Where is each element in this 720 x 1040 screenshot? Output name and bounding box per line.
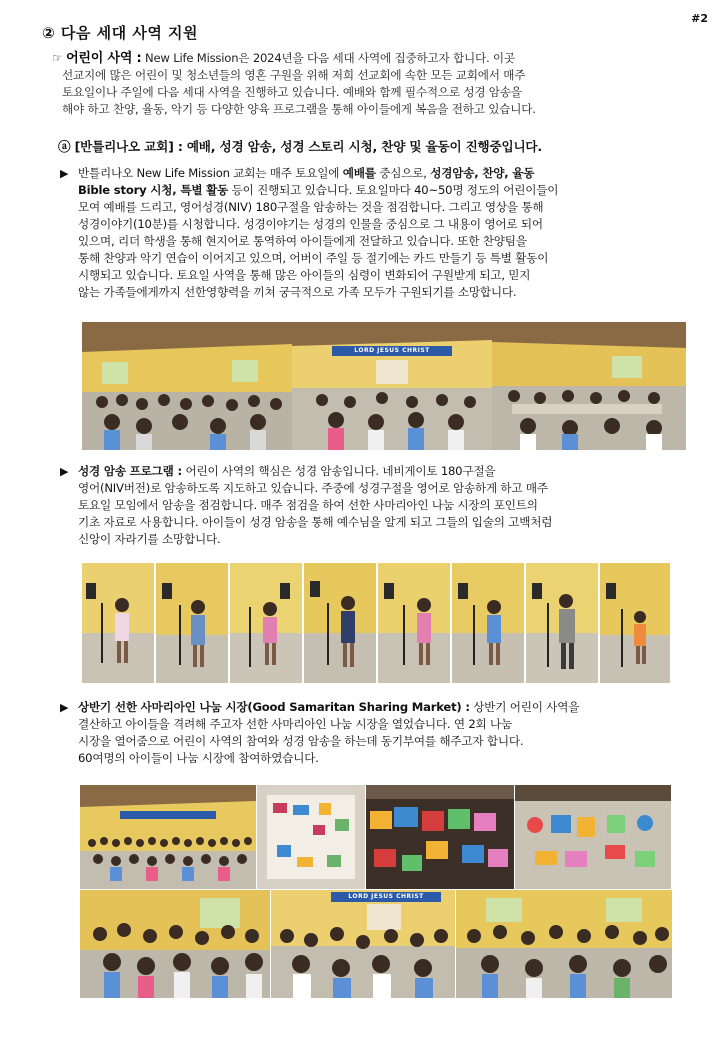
church-banner-text: LORD JESUS CHRIST bbox=[354, 347, 430, 354]
market-snacks-photo bbox=[366, 785, 514, 889]
subsection-title: ⓐ [반틀리나오 교회] : 예배, 성경 암송, 성경 스토리 시청, 찬양 및 율동이 진행중입니다. bbox=[58, 139, 542, 154]
section-title: ② 다음 세대 사역 지원 bbox=[42, 24, 199, 42]
p3-line-1: 상반기 어린이 사역을 bbox=[469, 700, 580, 714]
bullet-triangle-icon: ▶ bbox=[60, 465, 69, 478]
intro-line-4: 해야 하고 찬양, 율동, 악기 등 다양한 양육 프로그램을 통해 아이들에게 복음을 전하고 있습니다. bbox=[62, 102, 536, 116]
page-number: #2 bbox=[691, 12, 708, 25]
p1-bold-programs: 성경암송, 찬양, 율동 bbox=[430, 166, 535, 180]
p3-line-3: 시장을 열어줌으로 어린이 사역의 참여와 성경 암송을 하는데 동기부여를 해주고자 합니다. bbox=[78, 734, 524, 748]
p1-line-5: 있으며, 리더 학생을 통해 현지어로 통역하여 아이들에게 전달하고 있습니다. 또한 찬양팀을 bbox=[78, 234, 527, 248]
worship-photo-1 bbox=[82, 322, 292, 450]
p3-line-4: 60여명의 아이들이 나눔 시장에 참여하였습니다. bbox=[78, 751, 319, 765]
p3-heading: 상반기 선한 사마리아인 나눔 시장(Good Samaritan Sharing Market) : bbox=[78, 700, 470, 714]
recitation-photo bbox=[452, 563, 524, 683]
p3-line-2: 결산하고 아이들을 격려해 주고자 선한 사마리아인 나눔 시장을 열었습니다. 연 2회 나눔 bbox=[78, 717, 512, 731]
p1-line-7: 시행되고 있습니다. 토요일 사역을 통해 많은 아이들의 심령이 변화되어 구원받게 되고, 믿지 bbox=[78, 268, 531, 282]
memorization-paragraph bbox=[60, 463, 708, 548]
p1-line-1a: 반틀리나오 New Life Mission 교회는 매주 토요일에 bbox=[78, 166, 343, 180]
worship-photo-3 bbox=[492, 322, 686, 450]
market-crowd-photo-3 bbox=[456, 890, 672, 998]
recitation-photo bbox=[156, 563, 228, 683]
intro-heading: 어린이 사역 : bbox=[66, 51, 142, 66]
p1-line-6: 통해 찬양과 악기 연습이 이어지고 있으며, 어버이 주일 등 절기에는 카드 만들기 등 특별 활동이 bbox=[78, 251, 549, 265]
p1-line-3: 모여 예배를 드리고, 영어성경(NIV) 180구절을 암송하는 것을 점검합니다. 그리고 영상을 통해 bbox=[78, 200, 544, 214]
market-crowd-photo-1 bbox=[80, 890, 270, 998]
market-toys-photo bbox=[515, 785, 671, 889]
bullet-triangle-icon: ▶ bbox=[60, 167, 69, 180]
recitation-photo bbox=[82, 563, 154, 683]
recitation-photo-strip bbox=[82, 563, 670, 683]
recitation-photo bbox=[304, 563, 376, 683]
p2-line-4: 기초 자료로 사용합니다. 아이들이 성경 암송을 통해 예수님을 알게 되고 그들의 입술의 고백처럼 bbox=[78, 515, 553, 529]
intro-paragraph bbox=[52, 50, 712, 118]
intro-line-1: New Life Mission은 2024년을 다음 세대 사역에 집중하고자 합니다. 이곳 bbox=[145, 51, 515, 65]
p2-line-2: 영어(NIV버전)로 암송하도록 지도하고 있습니다. 주중에 성경구절을 영어로 암송하게 하고 매주 bbox=[78, 481, 548, 495]
p1-bold-worship: 예배를 bbox=[342, 166, 376, 180]
worship-photo-2 bbox=[292, 322, 492, 450]
recitation-photo bbox=[378, 563, 450, 683]
intro-line-3: 토요일이나 주일에 다음 세대 사역을 진행하고 있습니다. 예배와 함께 필수적으로 성경 암송을 bbox=[62, 85, 522, 99]
church-banner-text: LORD JESUS CHRIST bbox=[348, 893, 424, 900]
church-paragraph bbox=[60, 165, 708, 301]
p1-line-4: 성경이야기(10분)를 시청합니다. 성경이야기는 성경의 인물을 중심으로 그 내용이 영어로 되어 bbox=[78, 217, 543, 231]
p1-line-1b: 중심으로, bbox=[375, 166, 431, 180]
recitation-photo bbox=[230, 563, 302, 683]
market-paragraph bbox=[60, 699, 708, 767]
p2-line-1: 어린이 사역의 핵심은 성경 암송입니다. 네비게이토 180구절을 bbox=[181, 464, 496, 478]
bullet-triangle-icon: ▶ bbox=[60, 701, 69, 714]
p1-bold-bible-story: Bible story 시청, 특별 활동 bbox=[78, 183, 229, 197]
pointing-hand-icon: ☞ bbox=[52, 51, 63, 65]
p2-line-5: 신앙이 자라기를 소망합니다. bbox=[78, 532, 221, 546]
p1-line-8: 않는 가족들에게까지 선한영향력을 끼쳐 궁극적으로 가족 모두가 구원되기를 소망합니다. bbox=[78, 285, 517, 299]
market-table-photo-1 bbox=[257, 785, 365, 889]
market-crowd-photo-2 bbox=[271, 890, 455, 998]
intro-line-2: 선교지에 많은 어린이 및 청소년들의 영혼 구원을 위해 저희 선교회에 속한 모든 교회에서 매주 bbox=[62, 68, 526, 82]
recitation-photo bbox=[600, 563, 670, 683]
p1-line-2: 등이 진행되고 있습니다. 토요일마다 40~50명 정도의 어린이들이 bbox=[228, 183, 559, 197]
market-group-photo bbox=[80, 785, 256, 889]
p2-heading: 성경 암송 프로그램 : bbox=[78, 464, 182, 478]
recitation-photo bbox=[526, 563, 598, 683]
p2-line-3: 토요일 모임에서 암송을 점검합니다. 매주 점검을 하여 선한 사마리아인 나눔 시장의 포인트의 bbox=[78, 498, 538, 512]
